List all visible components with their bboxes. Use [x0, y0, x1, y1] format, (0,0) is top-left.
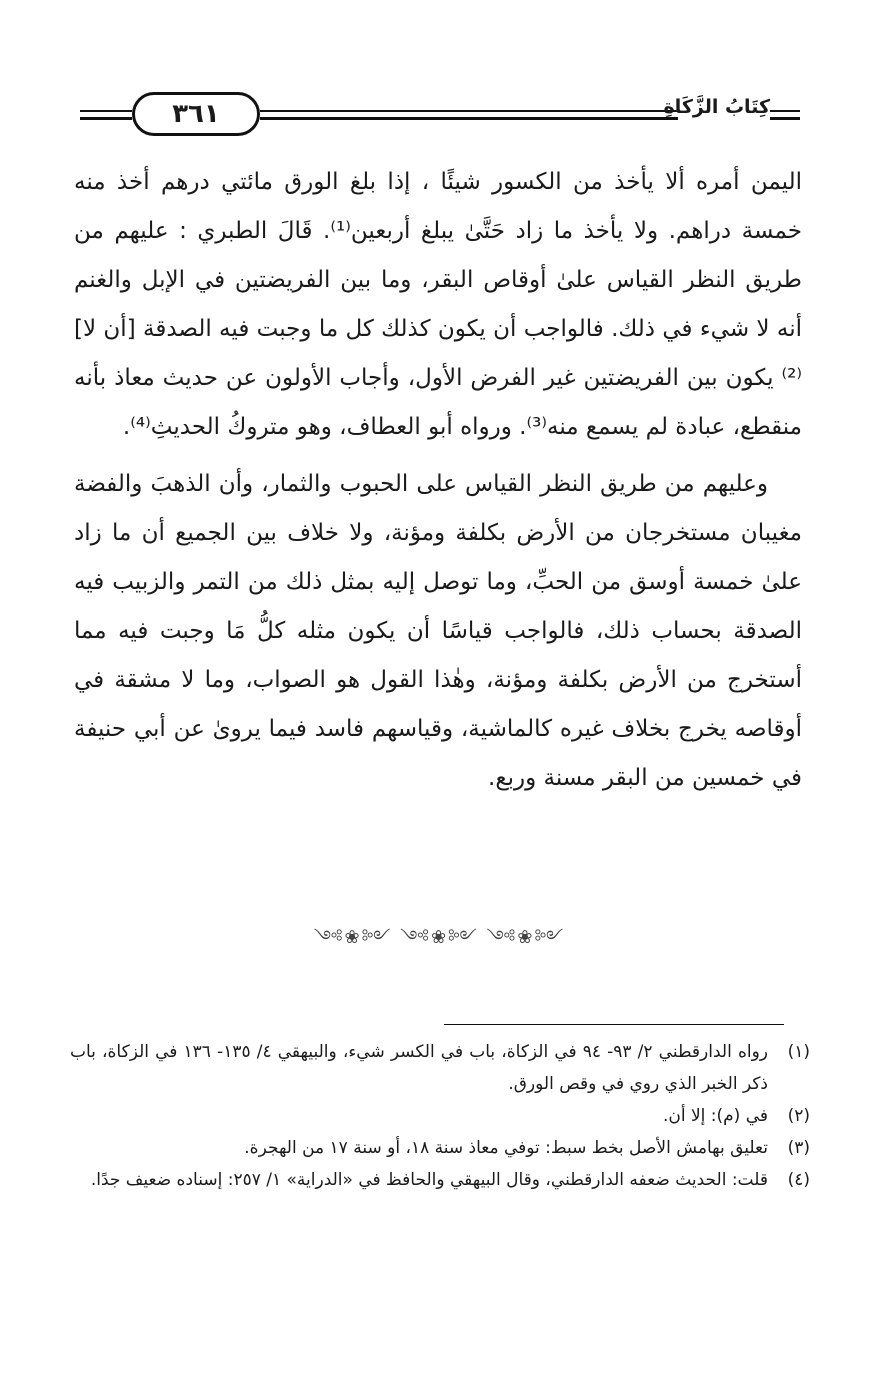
page-header [80, 88, 800, 144]
header-rule [80, 110, 132, 112]
header-rule [770, 110, 800, 112]
footnote-separator [444, 1024, 784, 1025]
footnote [70, 1036, 810, 1100]
footnote-number: (٣) [787, 1138, 810, 1158]
page-number-badge [132, 92, 260, 136]
running-title: كِتَابُ الزَّكَاةِ [663, 96, 770, 118]
footnote [70, 1132, 810, 1164]
footnote-text: قلت: الحديث ضعفه الدارقطني، وقال البيهقي والحافظ في «الدراية» ١/ ٢٥٧: إسناده ضعيف جدًا. [90, 1170, 768, 1190]
header-rule [260, 117, 678, 120]
footnote-text: رواه الدارقطني ٢/ ٩٣- ٩٤ في الزكاة، باب في الكسر شيء، والبيهقي ٤/ ١٣٥- ١٣٦ في الزكاة، باب ذكر الخبر الذي روي في وقص الورق. [70, 1042, 768, 1094]
main-text [74, 158, 802, 803]
footnote [70, 1164, 810, 1196]
paragraph: اليمن أمره ألا يأخذ من الكسور شيئًا ، إذا بلغ الورق مائتي درهم أخذ منه خمسة دراهم. ولا يأخذ ما زاد حَتَّىٰ يبلغ أربعين⁽¹⁾. قَالَ الطبري : عليهم من طريق النظر القياس علىٰ أوقاص البقر، وما بين الفريضتين في الإبل والغنم أنه لا شيء في ذلك. فالواجب أن يكون كذلك كل ما وجبت فيه الصدقة [أن لا]⁽²⁾ يكون بين الفريضتين غير الفرض الأول، وأجاب الأولون عن حديث معاذ بأنه منقطع، عبادة لم يسمع منه⁽³⁾. ورواه أبو العطاف، وهو متروكُ الحديثِ⁽⁴⁾. [74, 169, 802, 440]
footnote-number: (١) [787, 1042, 810, 1062]
header-rule [770, 117, 800, 120]
header-rule [80, 117, 132, 120]
footnote-number: (٢) [787, 1106, 810, 1126]
header-rule [260, 110, 678, 112]
footnotes [70, 1036, 810, 1196]
paragraph: وعليهم من طريق النظر القياس على الحبوب والثمار، وأن الذهبَ والفضة مغيبان مستخرجان من الأرض بكلفة ومؤنة، ولا خلاف بين الجميع أن ما زاد علىٰ خمسة أوسق من الحبِّ، وما توصل إليه بمثل ذلك من التمر والزبيب فيه الصدقة بحساب ذلك، فالواجب قياسًا أن يكون مثله كلُّ مَا وجبت فيه مما أستخرج من الأرض بكلفة ومؤنة، وهٰذا القول هو الصواب، وما لا مشقة في أوقاصه يخرج بخلاف غيره كالماشية، وقياسهم فاسد فيما يروىٰ عن أبي حنيفة في خمسين من البقر مسنة وربع. [74, 471, 802, 791]
footnote-text: تعليق بهامش الأصل بخط سبط: توفي معاذ سنة ١٨، أو سنة ١٧ من الهجرة. [244, 1138, 768, 1158]
footnote-number: (٤) [787, 1170, 810, 1190]
section-ornament: ༺❀༻ ༺❀༻ ༺❀༻ [313, 927, 566, 948]
footnote [70, 1100, 810, 1132]
footnote-text: في (م): إلا أن. [662, 1106, 768, 1126]
page-number: ٣٦١ [172, 99, 220, 129]
